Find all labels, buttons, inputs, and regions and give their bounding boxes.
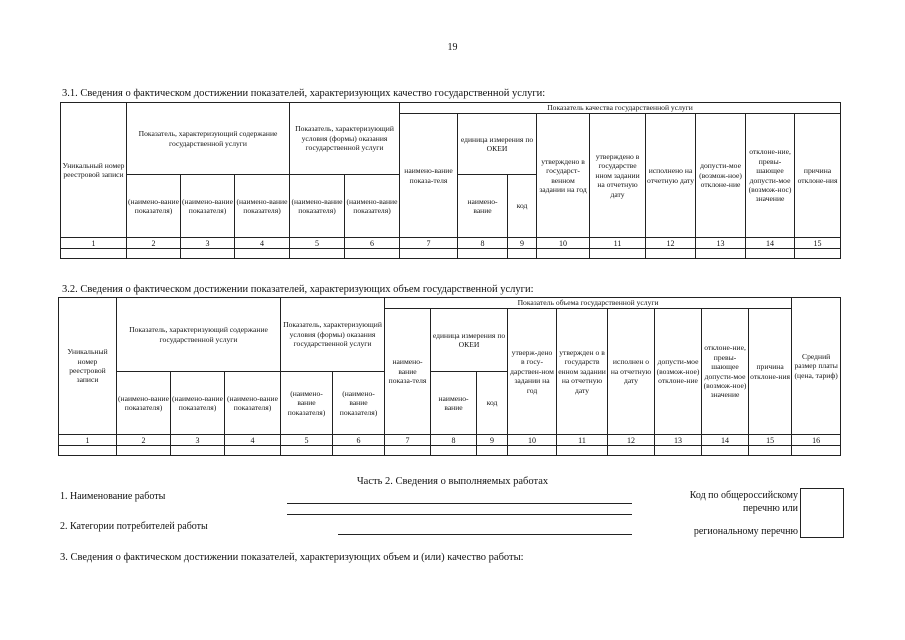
header-content-indicator: Показатель, характеризующий содержание государственной услуги xyxy=(127,103,290,175)
column-number: 13 xyxy=(655,435,702,446)
header-executed: исполнено на отчетную дату xyxy=(646,114,696,238)
empty-data-row xyxy=(59,446,841,456)
header-average-price: Средний размер платы (цена, тариф) xyxy=(792,298,841,435)
sub-header-name: (наимено-вание показателя) xyxy=(171,372,225,435)
header-deviation-reason: причина отклоне-ния xyxy=(795,114,841,238)
column-number: 8 xyxy=(431,435,477,446)
column-number: 11 xyxy=(590,238,646,249)
column-number: 9 xyxy=(477,435,508,446)
header-exceeding-deviation: отклоне-ние, превы-шающее допусти-мое (возмож-нос) значение xyxy=(746,114,795,238)
header-indicator-name: наимено-вание показа-теля xyxy=(385,309,431,435)
section-3-2-heading: 3.2. Сведения о фактическом достижении показателей, характеризующих объем государственной услуги: xyxy=(62,284,534,295)
header-approved-year: утверждено в государст-венном задании на год xyxy=(537,114,590,238)
part-2-title: Часть 2. Сведения о выполняемых работах xyxy=(356,476,549,487)
code-label-line2: перечню или xyxy=(742,503,798,514)
header-allowed-deviation: допусти-мое (возмож-ное) отклоне-ние xyxy=(655,309,702,435)
column-number: 11 xyxy=(557,435,608,446)
sub-header-name: (наимено-вание показателя) xyxy=(235,175,290,238)
page-number: 19 xyxy=(447,42,458,53)
column-number: 10 xyxy=(508,435,557,446)
header-unit: единица измерения по ОКЕИ xyxy=(431,309,508,372)
section-3-heading: 3. Сведения о фактическом достижении показателей, характеризующих объем и (или) качество работы: xyxy=(60,552,524,563)
code-box[interactable] xyxy=(800,488,844,538)
column-number: 4 xyxy=(235,238,290,249)
work-name-label: 1. Наименование работы xyxy=(60,491,166,502)
column-number: 3 xyxy=(181,238,235,249)
code-label-line3: региональному перечню xyxy=(693,526,798,537)
header-unit-code: код xyxy=(508,175,537,238)
sub-header-name: (наимено-вание показателя) xyxy=(333,372,385,435)
column-number: 12 xyxy=(646,238,696,249)
column-number: 15 xyxy=(795,238,841,249)
column-number: 3 xyxy=(171,435,225,446)
sub-header-name: (наимено-вание показателя) xyxy=(127,175,181,238)
column-number: 6 xyxy=(333,435,385,446)
sub-header-name: (наимено-вание показателя) xyxy=(117,372,171,435)
column-number: 7 xyxy=(385,435,431,446)
header-conditions-indicator: Показатель, характеризующий условия (формы) оказания государственной услуги xyxy=(281,298,385,372)
header-approved-date: утвержден о в государств енном задании на отчетную дату xyxy=(557,309,608,435)
section-3-1-heading: 3.1. Сведения о фактическом достижении показателей, характеризующих качество государственной услуги: xyxy=(62,88,546,99)
column-number: 5 xyxy=(290,238,345,249)
sub-header-name: (наимено-вание показателя) xyxy=(290,175,345,238)
column-number: 10 xyxy=(537,238,590,249)
header-unit-name: наимено-вание xyxy=(431,372,477,435)
column-number: 12 xyxy=(608,435,655,446)
column-number: 4 xyxy=(225,435,281,446)
column-number: 15 xyxy=(749,435,792,446)
header-unique-number: Уникальный номер реестровой записи xyxy=(61,103,127,238)
work-name-line-2[interactable] xyxy=(287,514,632,515)
column-number: 16 xyxy=(792,435,841,446)
quality-indicators-table xyxy=(60,102,841,259)
header-approved-date: утверждено в государстве нном задании на отчетную дату xyxy=(590,114,646,238)
header-exceeding-deviation: отклоне-ние, превы-шающее допусти-мое (возмож-ное) значение xyxy=(702,309,749,435)
column-number: 8 xyxy=(458,238,508,249)
code-label-line1: Код по общероссийскому xyxy=(689,490,798,501)
empty-data-row xyxy=(61,249,841,259)
work-categories-line[interactable] xyxy=(338,534,632,535)
sub-header-name: (наимено-вание показателя) xyxy=(281,372,333,435)
column-number: 1 xyxy=(61,238,127,249)
column-number: 14 xyxy=(746,238,795,249)
header-volume-indicator: Показатель объема государственной услуги xyxy=(385,298,792,309)
sub-header-name: (наимено-вание показателя) xyxy=(345,175,400,238)
header-conditions-indicator: Показатель, характеризующий условия (формы) оказания государственной услуги xyxy=(290,103,400,175)
volume-indicators-table xyxy=(58,297,841,456)
header-content-indicator: Показатель, характеризующий содержание государственной услуги xyxy=(117,298,281,372)
header-deviation-reason: причина отклоне-ния xyxy=(749,309,792,435)
header-unique-number: Уникальный номер реестровой записи xyxy=(59,298,117,435)
header-executed: исполнен о на отчетную дату xyxy=(608,309,655,435)
work-categories-label: 2. Категории потребителей работы xyxy=(60,521,208,532)
column-number: 1 xyxy=(59,435,117,446)
column-number: 6 xyxy=(345,238,400,249)
sub-header-name: (наимено-вание показателя) xyxy=(181,175,235,238)
header-unit-name: наимено-вание xyxy=(458,175,508,238)
header-unit: единица измерения по ОКЕИ xyxy=(458,114,537,175)
column-number: 14 xyxy=(702,435,749,446)
header-quality-indicator: Показатель качества государственной услуги xyxy=(400,103,841,114)
header-approved-year: утверж-дено в госу-дарствен-ном задании на год xyxy=(508,309,557,435)
column-number: 7 xyxy=(400,238,458,249)
header-allowed-deviation: допусти-мое (возмож-ное) отклоне-ние xyxy=(696,114,746,238)
sub-header-name: (наимено-вание показателя) xyxy=(225,372,281,435)
header-unit-code: код xyxy=(477,372,508,435)
column-number: 5 xyxy=(281,435,333,446)
column-number: 13 xyxy=(696,238,746,249)
column-number: 2 xyxy=(117,435,171,446)
column-number: 2 xyxy=(127,238,181,249)
column-number: 9 xyxy=(508,238,537,249)
work-name-line[interactable] xyxy=(287,503,632,504)
header-indicator-name: наимено-вание показа-теля xyxy=(400,114,458,238)
code-label xyxy=(640,489,798,515)
